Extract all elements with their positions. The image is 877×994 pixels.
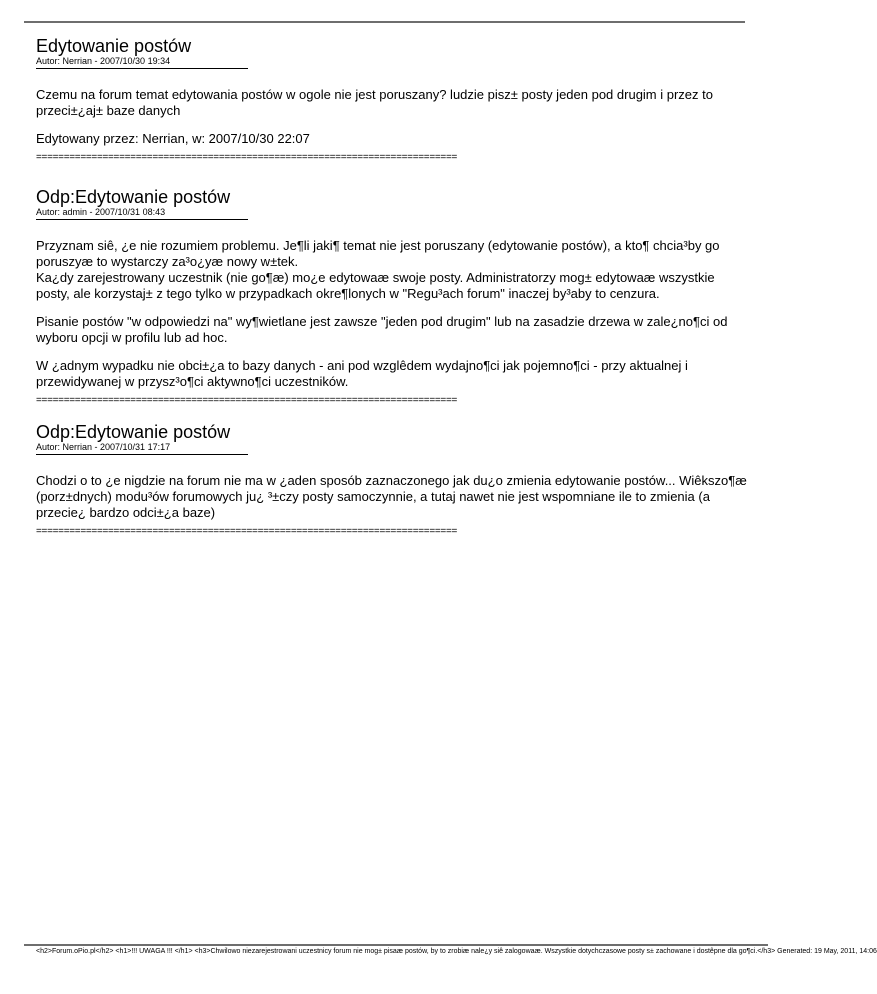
post-paragraph: Edytowany przez: Nerrian, w: 2007/10/30 22:07: [36, 131, 310, 146]
post-body: [36, 87, 748, 147]
post-title: Odp:Edytowanie postów: [36, 422, 231, 442]
post-paragraph: Pisanie postów "w odpowiedzi na" wy¶wietlane jest zawsze "jeden pod drugim" lub na zasadzie drzewa w zale¿no¶ci od wyboru opcji w profilu lub ad hoc.: [36, 314, 728, 345]
post-3: [36, 422, 748, 537]
page-footer: <h2>Forum.oPio.pl</h2> <h1>!!! UWAGA !!! </h1> <h3>Chwilowo niezarejestrowani uczestnicy forum nie mog± pisaæ postów, by to zrobiæ nale¿y siê zalogowaæ. Wszystkie dotychczasowe posty s± zachowane i dostêpne dla go¶ci.</h3> Generated: 19 May, 2011, 14:06: [36, 948, 877, 955]
footer-divider: [24, 944, 768, 946]
post-separator: ============================================================================: [36, 395, 458, 406]
post-paragraph: W ¿adnym wypadku nie obci±¿a to bazy danych - ani pod wzglêdem wydajno¶ci jak pojemno¶ci - przy aktualnej i przewidywanej w przysz³o¶ci aktywno¶ci uczestników.: [36, 358, 688, 389]
post-body: [36, 238, 748, 390]
top-divider: [24, 21, 745, 23]
title-underline: [36, 68, 248, 69]
post-paragraph: Czemu na forum temat edytowania postów w ogole nie jest poruszany? ludzie pisz± posty jeden pod drugim i przez to przeci±¿aj± baze danych: [36, 87, 713, 118]
post-2: [36, 187, 748, 406]
post-1: [36, 36, 748, 163]
post-title: Edytowanie postów: [36, 36, 192, 56]
post-body: [36, 473, 748, 521]
post-title: Odp:Edytowanie postów: [36, 187, 231, 207]
post-separator: ============================================================================: [36, 526, 458, 537]
post-separator: ============================================================================: [36, 152, 458, 163]
post-author-date: Autor: Nerrian - 2007/10/30 19:34: [36, 56, 171, 66]
title-underline: [36, 219, 248, 220]
post-paragraph: Chodzi o to ¿e nigdzie na forum nie ma w ¿aden sposób zaznaczonego jak du¿o zmienia edytowanie postów... Wiêkszo¶æ (porz±dnych) modu³ów forumowych ju¿ ³±czy posty samoczynnie, a tutaj nawet nie jest wspomniane ile to zmienia (a przecie¿ bardzo odci±¿a baze): [36, 473, 747, 520]
post-paragraph: Przyznam siê, ¿e nie rozumiem problemu. Je¶li jaki¶ temat nie jest poruszany (edytowanie postów), a kto¶ chcia³by go poruszyæ to wystarczy za³o¿yæ nowy w±tek. Ka¿dy zarejestrowany uczestnik (nie go¶æ) mo¿e edytowaæ swoje posty. Administratorzy mog± edytowaæ wszystkie posty, ale korzystaj± z tego tylko w przypadkach okre¶lonych w "Regu³ach forum" inaczej by³aby to cenzura.: [36, 238, 720, 301]
post-author-date: Autor: Nerrian - 2007/10/31 17:17: [36, 442, 171, 452]
post-author-date: Autor: admin - 2007/10/31 08:43: [36, 207, 166, 217]
title-underline: [36, 454, 248, 455]
